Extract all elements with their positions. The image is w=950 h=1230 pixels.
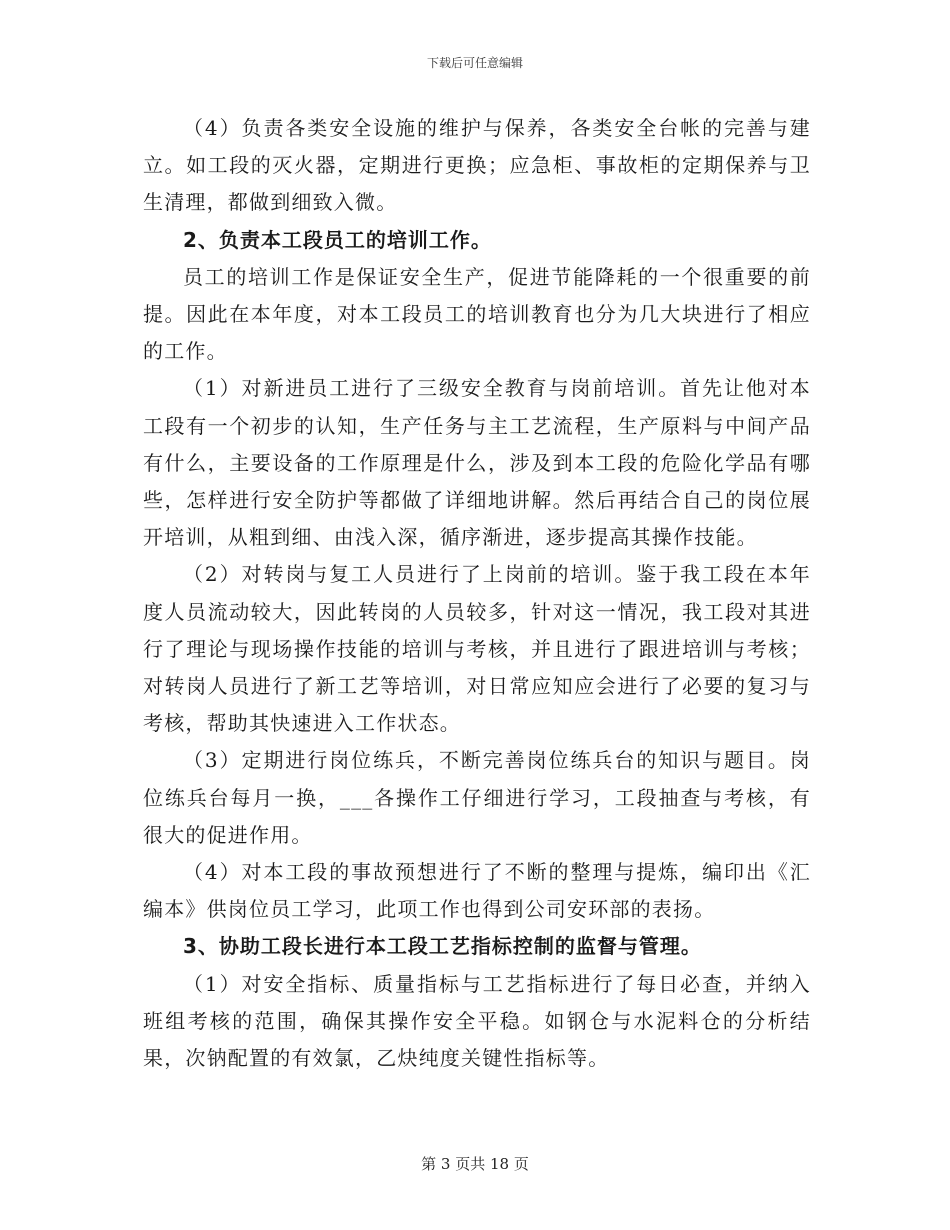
page-header: 下载后可任意编辑 <box>426 56 523 70</box>
paragraph-transfer-staff-training: （2）对转岗与复工人员进行了上岗前的培训。鉴于我工段在本年度人员流动较大，因此转岗的人员较多，针对这一情况，我工段对其进行了理论与现场操作技能的培训与考核，并且进行了跟进培训与考核；对转岗人员进行了新工艺等培训，对日常应知应会进行了必要的复习与考核，帮助其快速进入工作状态。 <box>143 562 811 736</box>
document-body <box>143 110 811 1077</box>
section-heading-process-indicator-control: 3、协助工段长进行本工段工艺指标控制的监督与管理。 <box>183 934 702 959</box>
paragraph-position-drill: （3）定期进行岗位练兵，不断完善岗位练兵台的知识与题目。岗位练兵台每月一换，___各操作工仔细进行学习，工段抽查与考核，有很大的促进作用。 <box>143 748 811 847</box>
section-heading-staff-training: 2、负责本工段员工的培训工作。 <box>183 227 492 252</box>
paragraph-accident-preplan: （4）对本工段的事故预想进行了不断的整理与提炼，编印出《汇编本》供岗位员工学习，此项工作也得到公司安环部的表扬。 <box>143 860 811 922</box>
page-number-footer: 第 3 页共 18 页 <box>421 1155 529 1173</box>
paragraph-safety-facilities-maintenance: （4）负责各类安全设施的维护与保养，各类安全台帐的完善与建立。如工段的灭火器，定期进行更换；应急柜、事故柜的定期保养与卫生清理，都做到细致入微。 <box>143 116 811 215</box>
paragraph-new-staff-training: （1）对新进员工进行了三级安全教育与岗前培训。首先让他对本工段有一个初步的认知，生产任务与主工艺流程，生产原料与中间产品有什么，主要设备的工作原理是什么，涉及到本工段的危险化学品有哪些，怎样进行安全防护等都做了详细地讲解。然后再结合自己的岗位展开培训，从粗到细、由浅入深，循序渐进，逐步提高其操作技能。 <box>143 376 811 550</box>
paragraph-daily-indicator-check: （1）对安全指标、质量指标与工艺指标进行了每日必查，并纳入班组考核的范围，确保其操作安全平稳。如钢仓与水泥料仓的分析结果，次钠配置的有效氯，乙炔纯度关键性指标等。 <box>143 971 811 1071</box>
paragraph-training-intro: 员工的培训工作是保证安全生产，促进节能降耗的一个很重要的前提。因此在本年度，对本工段员工的培训教育也分为几大块进行了相应的工作。 <box>143 264 811 364</box>
